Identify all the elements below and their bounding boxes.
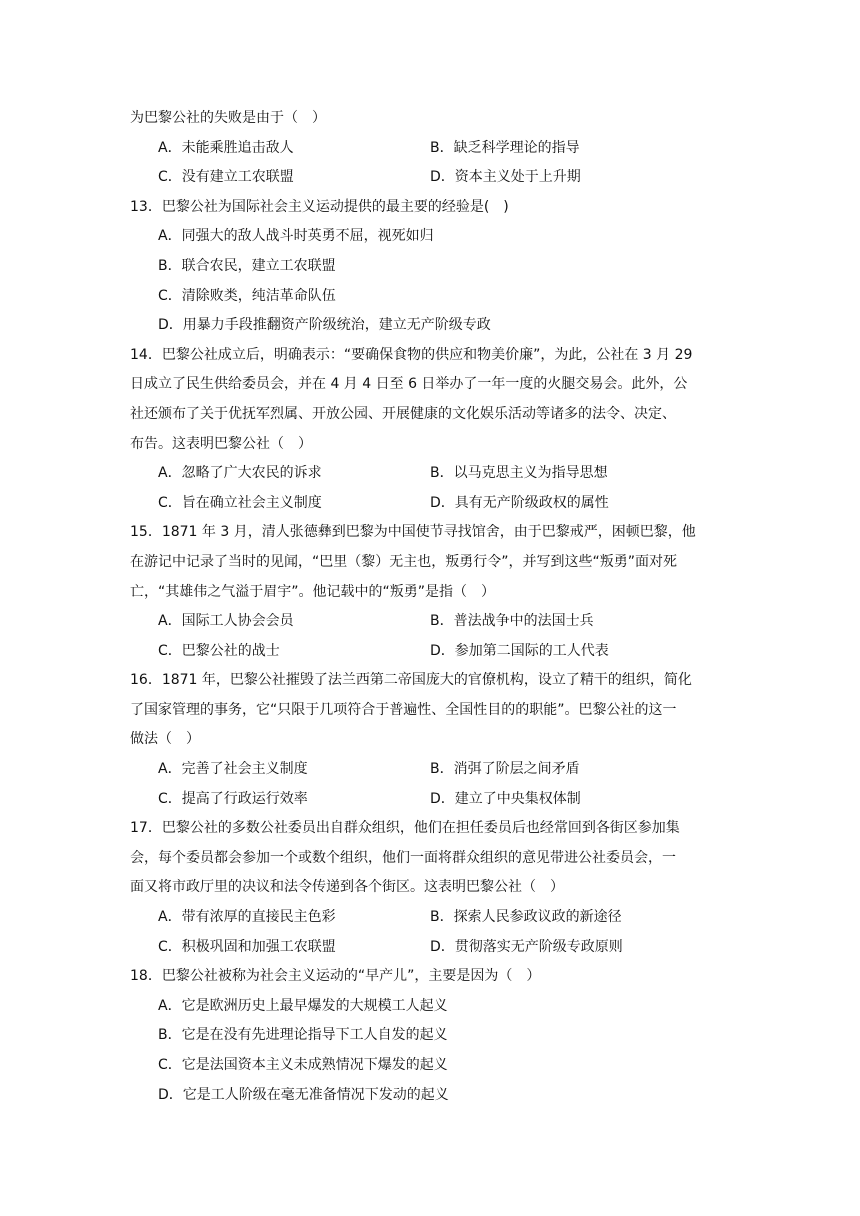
question-14-stem-line: 社还颁布了关于优抚军烈属、开放公园、开展健康的文化娱乐活动等诸多的法令、决定、 (130, 405, 676, 422)
question-13-stem: 13．巴黎公社为国际社会主义运动提供的最主要的经验是( ) (130, 198, 509, 215)
question-14 (130, 341, 732, 519)
option-d: D．贯彻落实无产阶级专政原则 (430, 938, 623, 955)
question-14-options-row-1 (130, 459, 732, 489)
question-15-stem-line: 亡，“其雄伟之气溢于眉宇”。他记载中的“叛勇”是指（ ） (130, 583, 496, 600)
question-17-stem-line: 17．巴黎公社的多数公社委员出自群众组织，他们在担任委员后也经常回到各街区参加集 (130, 820, 680, 837)
question-15-stem-line: 15．1871 年 3 月，清人张德彝到巴黎为中国使节寻找馆舍，由于巴黎戒严，困顿巴黎，他 (130, 524, 696, 541)
option-a: A．未能乘胜追击敌人 (158, 139, 294, 156)
question-16-stem-line: 16．1871 年，巴黎公社摧毁了法兰西第二帝国庞大的官僚机构，设立了精干的组织，简化 (130, 672, 692, 689)
option-c: C．积极巩固和加强工农联盟 (158, 938, 336, 955)
option-b: B．它是在没有先进理论指导下工人自发的起义 (158, 1027, 448, 1044)
question-18-stem: 18．巴黎公社被称为社会主义运动的“早产儿”，主要是因为（ ） (130, 968, 541, 985)
question-17-options-row-2 (130, 933, 732, 963)
option-a: A．完善了社会主义制度 (158, 761, 308, 778)
question-12-options-row-2 (130, 163, 732, 193)
question-15-options-row-1 (130, 607, 732, 637)
option-d: D．参加第二国际的工人代表 (430, 642, 609, 659)
option-d: D．具有无产阶级政权的属性 (430, 494, 609, 511)
question-14-options-row-2 (130, 489, 732, 519)
option-b: B．联合农民，建立工农联盟 (158, 257, 336, 274)
question-14-stem-line: 14．巴黎公社成立后，明确表示：“要确保食物的供应和物美价廉”，为此，公社在 3 月 29 (130, 346, 693, 363)
question-12-options-row-1 (130, 134, 732, 164)
question-17-options-row-1 (130, 903, 732, 933)
question-16-options-row-2 (130, 785, 732, 815)
question-12 (130, 104, 732, 193)
option-a: A．它是欧洲历史上最早爆发的大规模工人起义 (158, 997, 448, 1014)
question-16-stem-line: 了国家管理的事务，它“只限于几项符合于普遍性、全国性目的的职能”。巴黎公社的这一 (130, 701, 677, 718)
option-a: A．忽略了广大农民的诉求 (158, 465, 322, 482)
option-c: C．没有建立工农联盟 (158, 169, 294, 186)
question-15-options-row-2 (130, 637, 732, 667)
question-15-stem-line: 在游记中记录了当时的见闻，“巴里（黎）无主也，叛勇行令”，并写到这些“叛勇”面对死 (130, 553, 678, 570)
option-a: A．带有浓厚的直接民主色彩 (158, 909, 336, 926)
option-d: D．建立了中央集权体制 (430, 790, 581, 807)
option-c: C．它是法国资本主义未成熟情况下爆发的起义 (158, 1057, 448, 1073)
option-b: B．探索人民参政议政的新途径 (430, 909, 622, 926)
option-c: C．旨在确立社会主义制度 (158, 494, 322, 511)
option-b: B．以马克思主义为指导思想 (430, 465, 608, 482)
option-d: D．它是工人阶级在毫无准备情况下发动的起义 (158, 1086, 449, 1103)
option-b: B．消弭了阶层之间矛盾 (430, 761, 580, 778)
option-c: C．清除败类，纯洁革命队伍 (158, 287, 336, 304)
question-17-stem-line: 会，每个委员都会参加一个或数个组织，他们一面将群众组织的意见带进公社委员会，一 (130, 849, 676, 866)
option-a: A．同强大的敌人战斗时英勇不屈，视死如归 (158, 228, 434, 245)
question-18 (130, 962, 732, 1110)
option-b: B．普法战争中的法国士兵 (430, 613, 594, 630)
question-17 (130, 814, 732, 962)
question-17-stem-line: 面又将市政厅里的决议和法令传递到各个街区。这表明巴黎公社（ ） (130, 879, 564, 896)
question-16-stem-line: 做法（ ） (130, 731, 200, 748)
question-14-stem-line: 布告。这表明巴黎公社（ ） (130, 435, 312, 452)
option-c: C．提高了行政运行效率 (158, 790, 308, 807)
question-16 (130, 666, 732, 814)
question-16-options-row-1 (130, 755, 732, 785)
option-d: D．用暴力手段推翻资产阶级统治，建立无产阶级专政 (158, 317, 491, 334)
option-a: A．国际工人协会会员 (158, 613, 294, 630)
question-12-stem: 为巴黎公社的失败是由于（ ） (130, 110, 326, 126)
option-c: C．巴黎公社的战士 (158, 642, 280, 659)
option-b: B．缺乏科学理论的指导 (430, 139, 580, 156)
question-13 (130, 193, 732, 341)
question-15 (130, 518, 732, 666)
option-d: D．资本主义处于上升期 (430, 169, 581, 186)
question-14-stem-line: 日成立了民生供给委员会，并在 4 月 4 日至 6 日举办了一年一度的火腿交易会。此外，公 (130, 376, 688, 393)
